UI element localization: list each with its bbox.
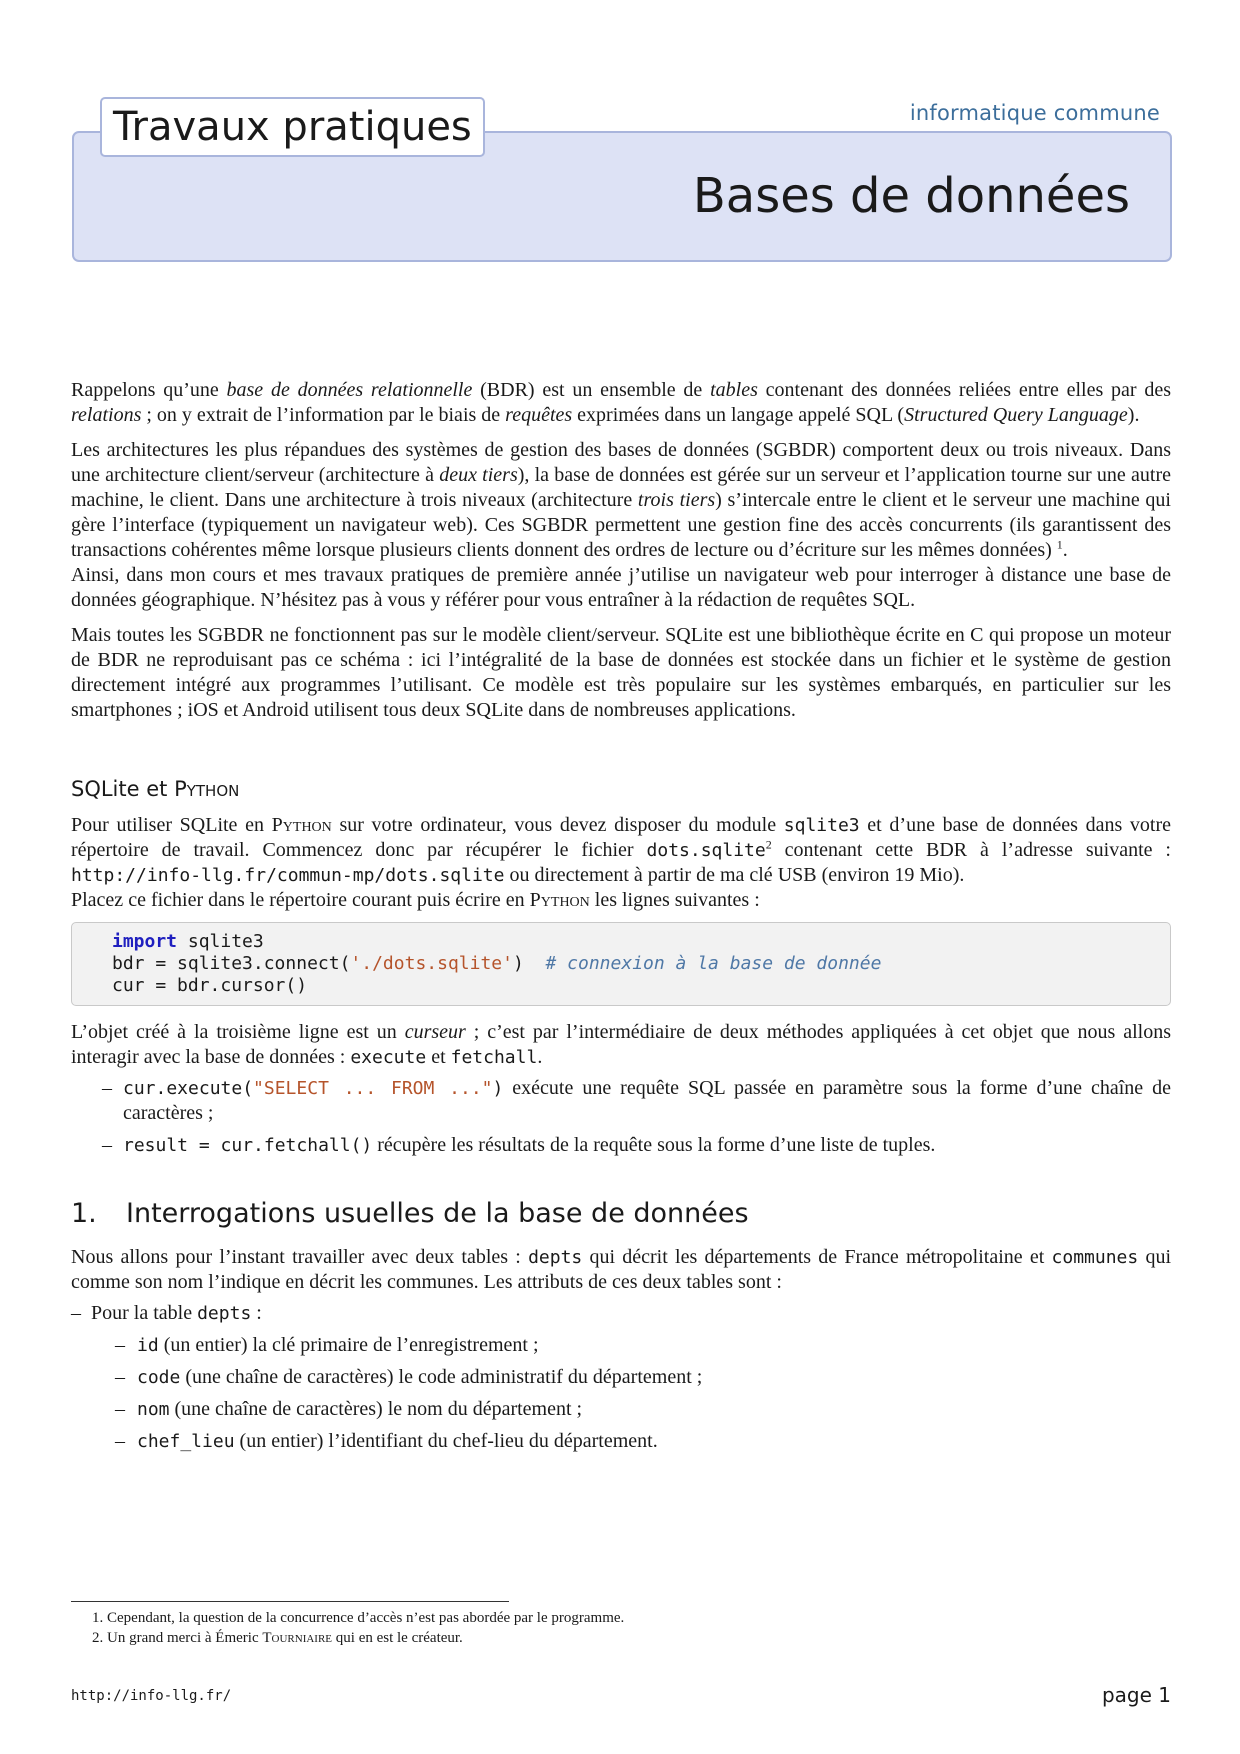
subject-label: informatique commune bbox=[909, 101, 1160, 125]
section-heading-sqlite: SQLite et Python bbox=[71, 777, 240, 801]
footnote-ref-1: 1 bbox=[1056, 537, 1063, 552]
sqlite-paragraph-3: L’objet créé à la troisième ligne est un curseur ; c’est par l’intermédiaire de deux méthodes appliquées à cet objet que nous allons interagir avec la base de données : execute et fetchall. bbox=[71, 1021, 1172, 1068]
intro-paragraph-1: Rappelons qu’une base de données relationnelle (BDR) est un ensemble de tables contenant des données reliées entre elles par des relations ; on y extrait de l’information par le biais de requêtes exprimées dans un langage appelé SQL (Structured Query Language). bbox=[71, 379, 1171, 426]
footnote-2: 2. Un grand merci à Émeric Tourniaire qui en est le créateur. bbox=[92, 1630, 463, 1646]
sqlite-paragraph-2: Placez ce fichier dans le répertoire courant puis écrire en Python les lignes suivantes : bbox=[71, 889, 760, 911]
tables-list bbox=[71, 1301, 1171, 1454]
footnote-rule bbox=[71, 1601, 509, 1602]
page-title: Bases de données bbox=[692, 168, 1130, 224]
list-item: – nom (une chaîne de caractères) le nom du département ; bbox=[91, 1397, 1171, 1422]
list-item: – result = cur.fetchall() récupère les résultats de la requête sous la forme d’une liste de tuples. bbox=[71, 1133, 1171, 1158]
section1-paragraph-1: Nous allons pour l’instant travailler avec deux tables : depts qui décrit les départements de France métropolitaine et communes qui comme son nom l’indique en décrit les communes. Les attributs de ces deux tables sont : bbox=[71, 1246, 1171, 1293]
list-item: – chef_lieu (un entier) l’identifiant du chef-lieu du département. bbox=[91, 1429, 1171, 1454]
tp-label: Travaux pratiques bbox=[100, 97, 485, 157]
page-number: page 1 bbox=[1101, 1683, 1171, 1707]
footnotes bbox=[92, 1608, 624, 1648]
code-block: import sqlite3 bdr = sqlite3.connect('./dots.sqlite') # connexion à la base de donnée cur = bdr.cursor() bbox=[71, 922, 1171, 1006]
footnote-1: 1. Cependant, la question de la concurrence d’accès n’est pas abordée par le programme. bbox=[92, 1610, 625, 1626]
intro-paragraph-2: Les architectures les plus répandues des systèmes de gestion des bases de données (SGBDR) comportent deux ou trois niveaux. Dans une architecture client/serveur (architecture à deux tiers), la base de données est gérée sur un serveur et l’application tourne sur une autre machine, le client. Dans une architecture à trois niveaux (architecture trois tiers) s’intercale entre le client et le serveur une machine qui gère l’interface (typiquement un navigateur web). Ces SGBDR permettent une gestion fine des accès concurrents (ils garantissent des transactions cohérentes même lorsque plusieurs clients donnent des ordres de lecture ou d’écriture sur les mêmes données) $^1$. bbox=[71, 439, 1171, 561]
intro-paragraph-4: Mais toutes les SGBDR ne fonctionnent pas sur le modèle client/serveur. SQLite est une bibliothèque écrite en C qui propose un moteur de BDR ne reproduisant pas ce schéma : ici l’intégralité de la base de données est stockée dans un fichier et le système de gestion directement intégré aux programmes l’utilisant. Ce modèle est très populaire sur les systèmes embarqués, en particulier sur les smartphones ; iOS et Android utilisent tous deux SQLite dans de nombreuses applications. bbox=[71, 624, 1171, 721]
download-url: http://info-llg.fr/commun-mp/dots.sqlite bbox=[71, 865, 505, 886]
footnote-ref-2: 2 bbox=[765, 837, 772, 852]
list-item: – Pour la table depts : – id (un entier) la clé primaire de l’enregistrement ; – code (une chaîne de caractères) le code administratif du département ; – nom (une chaîne de caractères) le nom du département ; – chef_lieu (un entier) l’identifiant du chef-lieu du département. bbox=[71, 1301, 1171, 1454]
list-item: – code (une chaîne de caractères) le code administratif du département ; bbox=[91, 1365, 1171, 1390]
footer-url: http://info-llg.fr/ bbox=[71, 1688, 232, 1704]
attribute-list bbox=[91, 1333, 1171, 1454]
list-item: – id (un entier) la clé primaire de l’enregistrement ; bbox=[91, 1333, 1171, 1358]
list-item: – cur.execute("SELECT ... FROM ...") exécute une requête SQL passée en paramètre sous la forme d’une chaîne de caractères ; bbox=[71, 1076, 1171, 1126]
document-body bbox=[71, 378, 1171, 1461]
section-heading-1: 1. Interrogations usuelles de la base de données bbox=[71, 1198, 749, 1229]
intro-paragraph-3: Ainsi, dans mon cours et mes travaux pratiques de première année j’utilise un navigateur web pour interroger à distance une base de données géographique. N’hésitez pas à vous y référer pour vous entraîner à la rédaction de requêtes SQL. bbox=[71, 564, 1171, 611]
sqlite-paragraph-1: Pour utiliser SQLite en Python sur votre ordinateur, vous devez disposer du module sqlite3 et d’une base de données dans votre répertoire de travail. Commencez donc par récupérer le fichier dots.sqlite$^2$ contenant cette BDR à l’adresse suivante : http://info-llg.fr/commun-mp/dots.sqlite ou directement à partir de ma clé USB (environ 19 Mio). bbox=[71, 814, 1171, 886]
method-list bbox=[71, 1076, 1171, 1158]
